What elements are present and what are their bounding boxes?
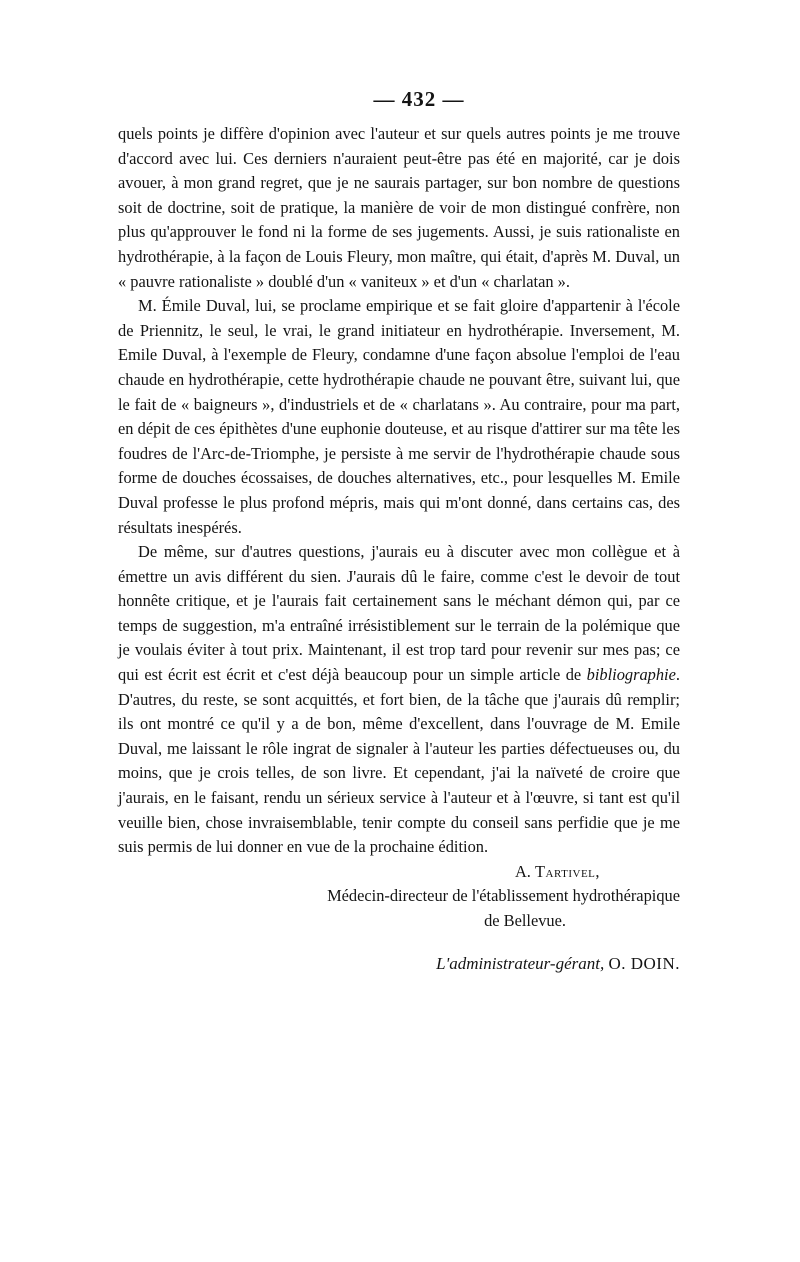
author-name (118, 860, 680, 885)
page-number: — 432 — (373, 87, 465, 111)
book-page (118, 82, 680, 974)
paragraph-3 (118, 540, 680, 860)
paragraph-3-italic-word: bibliographie (586, 665, 676, 685)
paragraph-2 (118, 294, 680, 540)
author-place: de Bellevue. (484, 911, 566, 930)
paragraph-1-text: quels points je diffère d'opinion avec l'auteur et sur quels autres points je me trouve d'accord avec lui. Ces derniers n'auraient peut-être pas été en majorité, car je dois avouer, à mon grand regret, que je ne saurais partager, sur bon nombre de questions soit de doctrine, soit de pratique, la manière de voir de mon distingué confrère, non plus qu'approuver le fond ni la forme de ses jugements. Aussi, je suis rationaliste en hydrothérapie, à la façon de Louis Fleury, mon maître, qui était, d'après M. Duval, un « pauvre rationaliste » doublé d'un « vaniteux » et d'un « charlatan ». (118, 124, 680, 291)
author-initial: A. (514, 861, 535, 881)
administrator-name: O. DOIN. (608, 953, 680, 973)
author-role: Médecin-directeur de l'établissement hydrothérapique (327, 886, 680, 906)
administrator-label: L'administrateur-gérant, (436, 953, 605, 973)
signature-block (118, 860, 680, 934)
author-surname: Tartivel, (535, 861, 600, 881)
paragraph-1 (118, 122, 680, 294)
paragraph-2-text: M. Émile Duval, lui, se proclame empirique et se fait gloire d'appartenir à l'école de Priennitz, le seul, le vrai, le grand initiateur en hydrothérapie. Inversement, M. Emile Duval, à l'exemple de Fleury, condamne d'une façon absolue l'emploi de l'eau chaude en hydrothérapie, cette hydrothérapie chaude ne pouvant être, suivant lui, que le fait de « baigneurs », d'industriels et de « charlatans ». Au contraire, pour ma part, en dépit de ces épithètes d'une euphonie douteuse, et au risque d'attirer sur ma tête les foudres de l'Arc-de-Triomphe, je persiste à me servir de l'hydrothérapie chaude sous forme de douches écossaises, de douches alternatives, etc., pour lesquelles M. Emile Duval professe le plus profond mépris, mais qui m'ont donné, dans certains cas, des résultats inespérés. (118, 296, 680, 537)
article-body (118, 122, 680, 860)
paragraph-3-text-b: . D'autres, du reste, se sont acquittés, et fort bien, de la tâche que j'aurais dû remplir; ils ont montré ce qu'il y a de bon, même d'excellent, dans l'ouvrage de M. Emile Duval, me laissant le rôle ingrat de signaler à l'auteur les parties défectueuses ou, du moins, que je crois telles, de son livre. Et cependant, j'ai la naïveté de croire que j'aurais, en le faisant, rendu un sérieux service à l'auteur et à l'œuvre, si tant est qu'il veuille bien, chose invraisemblable, tenir compte du conseil sans perfidie que je me suis permis de lui donner en vue de la prochaine édition. (118, 665, 680, 857)
paragraph-3-text-a: De même, sur d'autres questions, j'aurais eu à discuter avec mon collègue et à émettre un avis différent du sien. J'aurais dû le faire, comme c'est le devoir de tout honnête critique, et je l'aurais fait certainement sans le méchant démon qui, par ce temps de suggestion, m'a entraîné irrésistiblement sur le terrain de la polémique que je voulais éviter à tout prix. Maintenant, il est trop tard pour revenir sur mes pas; ce qui est écrit est écrit et c'est déjà beaucoup pour un simple article de (118, 542, 680, 685)
administrator-line (118, 954, 680, 974)
